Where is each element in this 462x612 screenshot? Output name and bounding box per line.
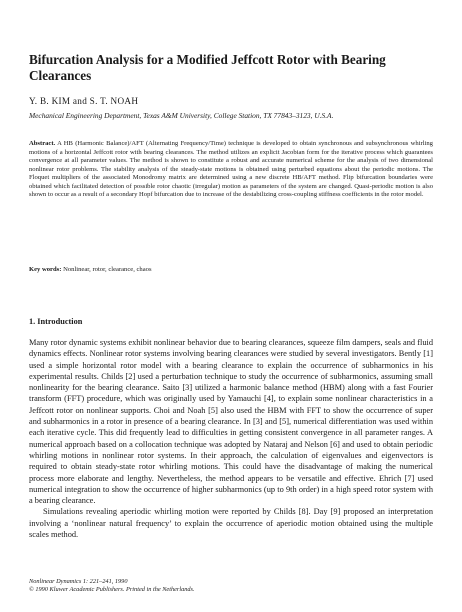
- keywords-label: Key words:: [29, 266, 62, 273]
- keywords: [29, 266, 433, 273]
- copyright-notice: © 1990 Kluwer Academic Publishers. Printed in the Netherlands.: [29, 585, 195, 593]
- keywords-text: Nonlinear, rotor, clearance, chaos: [63, 266, 152, 273]
- journal-citation: Nonlinear Dynamics 1: 221–241, 1990: [29, 578, 128, 585]
- paper-authors: Y. B. KIM and S. T. NOAH: [29, 96, 139, 106]
- author-affiliation: Mechanical Engineering Department, Texas A&M University, College Station, TX 77843–3123, U.S.A.: [29, 111, 334, 120]
- abstract-text: A HB (Harmonic Balance)/AFT (Alternating Frequency/Time) technique is developed to obtain synchronous and subsynchronous whirling motions of a horizontal Jeffcott rotor with bearing clearances. The method utilizes an explicit Jacobian form for the iterative process which guarantees convergence at all parameter values. The method is shown to constitute a robust and accurate numerical scheme for the analysis of two dimensional nonlinear rotor problems. The stability analysis of the steady-state motions is obtained using perturbed equations about the periodic motions. The Floquet multipliers of the associated Monodromy matrix are determined using a new discrete HB/AFT method. Flip bifurcation boundaries were obtained which facilitated detection of possible rotor chaotic (irregular) motion as parameters of the system are changed. Quasi-periodic motion is also shown to occur as a result of a secondary Hopf bifurcation due to increase of the destabilizing cross-coupling stiffness coefficients in the rotor model.: [29, 140, 433, 199]
- section-heading: 1. Introduction: [29, 317, 83, 326]
- paragraph: Simulations revealing aperiodic whirling motion were reported by Childs [8]. Day [9] proposed an interpretation involving a ‘nonlinear natural frequency’ to explain the occurrence of aperiodic motion obtained using the multiple scales method.: [29, 507, 433, 540]
- abstract-label: Abstract.: [29, 140, 56, 147]
- paper-title: Bifurcation Analysis for a Modified Jeffcott Rotor with Bearing Clearances: [29, 52, 386, 83]
- introduction-body: [29, 337, 433, 540]
- paragraph: Many rotor dynamic systems exhibit nonlinear behavior due to bearing clearances, squeeze film dampers, seals and fluid dynamics effects. Nonlinear rotor systems involving bearing clearances were studied by several investigators. Bently [1] used a simple horizontal rotor model with a bearing clearance to explain the occurrence of subharmonics in his experimental results. Childs [2] used a perturbation technique to study the occurrence of subharmonics, assuming small nonlinearity for the bearing clearance. Saito [3] utilized a harmonic balance method (HBM) along with a fast Fourier transform (FFT) procedure, which was originally used by Yamauchi [4], to explain some nonlinear characteristics in a Jeffcott rotor on nonlinear supports. Choi and Noah [5] also used the HBM with FFT to show the occurrence of super and subharmonics in a rotor in presence of a bearing clearance. In [3] and [5], numerical differentiation was used within each iterative cycle. This did frequently lead to difficulties in getting consistent convergence in all parameter ranges. A numerical approach based on a collocation technique was adopted by Nataraj and Nelson [6] and used to obtain periodic whirling motions in nonlinear rotor systems. In their approach, the calculation of eigenvalues and eigenvectors is required to obtain steady-state rotor whirling motions. This could have the disadvantage of making the numerical process more elaborate and lengthy. Nevertheless, the method appears to be versatile and effective. Ehrich [7] used numerical integration to show the occurrence of higher subharmonics (up to 9th order) in a high speed rotor system with a bearing clearance.: [29, 338, 433, 506]
- abstract: [29, 140, 433, 200]
- page-footer: [29, 578, 433, 593]
